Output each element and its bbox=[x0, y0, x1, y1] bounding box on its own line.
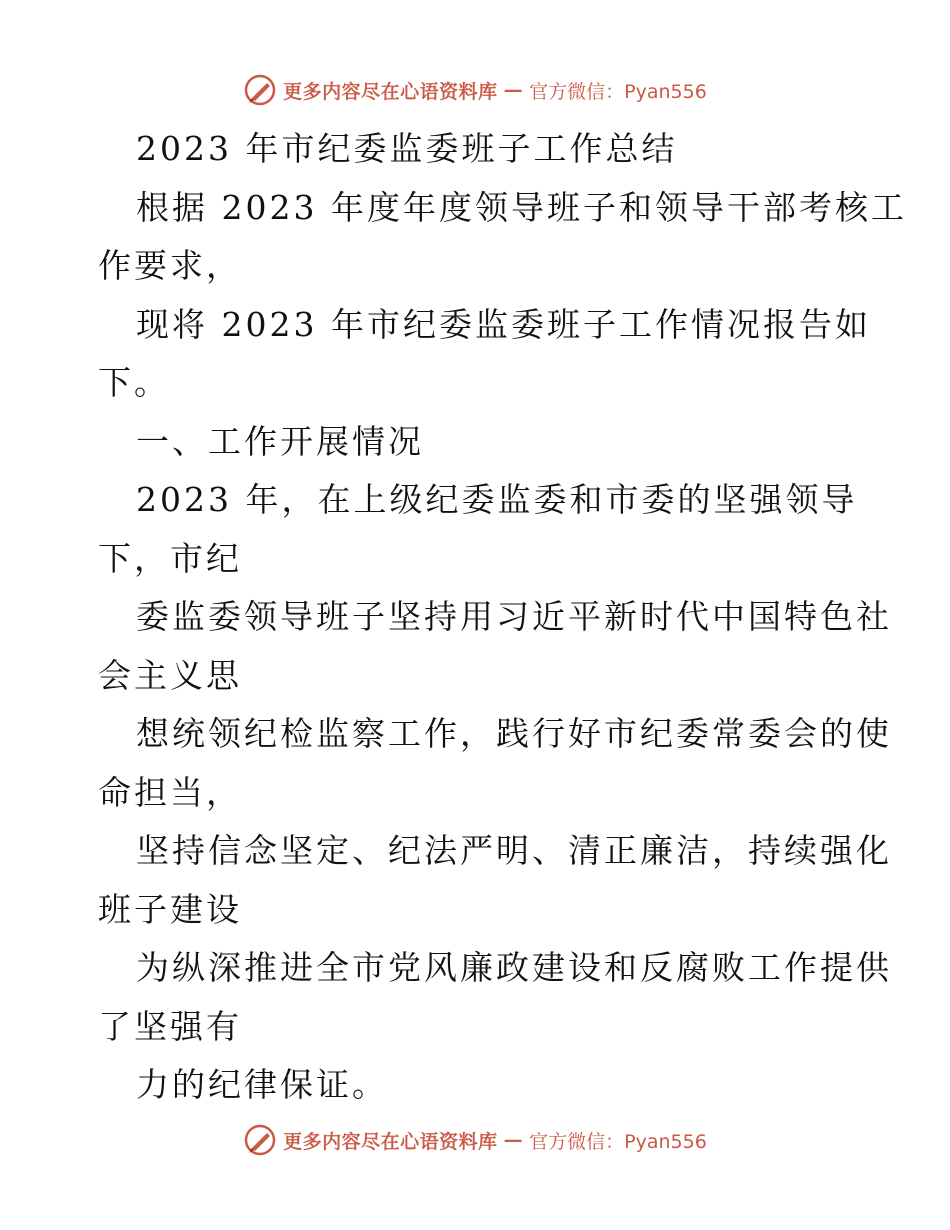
paragraph-line: 了坚强有 bbox=[98, 1006, 242, 1046]
quill-pen-circle-icon bbox=[243, 73, 277, 107]
watermark-brand: 更多内容尽在心语资料库 bbox=[283, 80, 498, 103]
watermark-contact: 官方微信：Pyan556 bbox=[529, 80, 707, 103]
paragraph-line: 班子建设 bbox=[98, 889, 242, 929]
document-title: 2023 年市纪委监委班子工作总结 bbox=[136, 129, 678, 168]
quill-pen-circle-icon bbox=[243, 1123, 277, 1157]
footer-watermark bbox=[0, 1120, 950, 1160]
watermark-dash: — bbox=[503, 1129, 524, 1151]
paragraph-line: 下。 bbox=[98, 363, 170, 402]
paragraph-line: 会主义思 bbox=[98, 655, 242, 695]
paragraph-line: 为纵深推进全市党风廉政建设和反腐败工作提供 bbox=[136, 948, 892, 987]
paragraph-line: 根据 2023 年度年度领导班子和领导干部考核工 bbox=[136, 187, 907, 227]
paragraph-line: 坚持信念坚定、纪法严明、清正廉洁，持续强化 bbox=[136, 831, 892, 870]
section-heading: 一、工作开展情况 bbox=[136, 421, 424, 461]
watermark-contact: 官方微信：Pyan556 bbox=[529, 1130, 707, 1153]
paragraph-line: 命担当， bbox=[98, 772, 242, 812]
paragraph-line: 下，市纪 bbox=[98, 538, 242, 578]
paragraph-line: 委监委领导班子坚持用习近平新时代中国特色社 bbox=[136, 597, 892, 636]
document-body bbox=[98, 120, 907, 1115]
watermark-brand: 更多内容尽在心语资料库 bbox=[283, 1130, 498, 1153]
watermark-dash: — bbox=[503, 79, 524, 101]
paragraph-line: 力的纪律保证。 bbox=[136, 1065, 388, 1104]
paragraph-line: 2023 年，在上级纪委监委和市委的坚强领导 bbox=[136, 480, 858, 519]
paragraph-line: 想统领纪检监察工作，践行好市纪委常委会的使 bbox=[136, 714, 892, 753]
paragraph-line: 现将 2023 年市纪委监委班子工作情况报告如 bbox=[136, 304, 871, 344]
header-watermark bbox=[0, 70, 950, 110]
paragraph-line: 作要求， bbox=[98, 246, 242, 285]
